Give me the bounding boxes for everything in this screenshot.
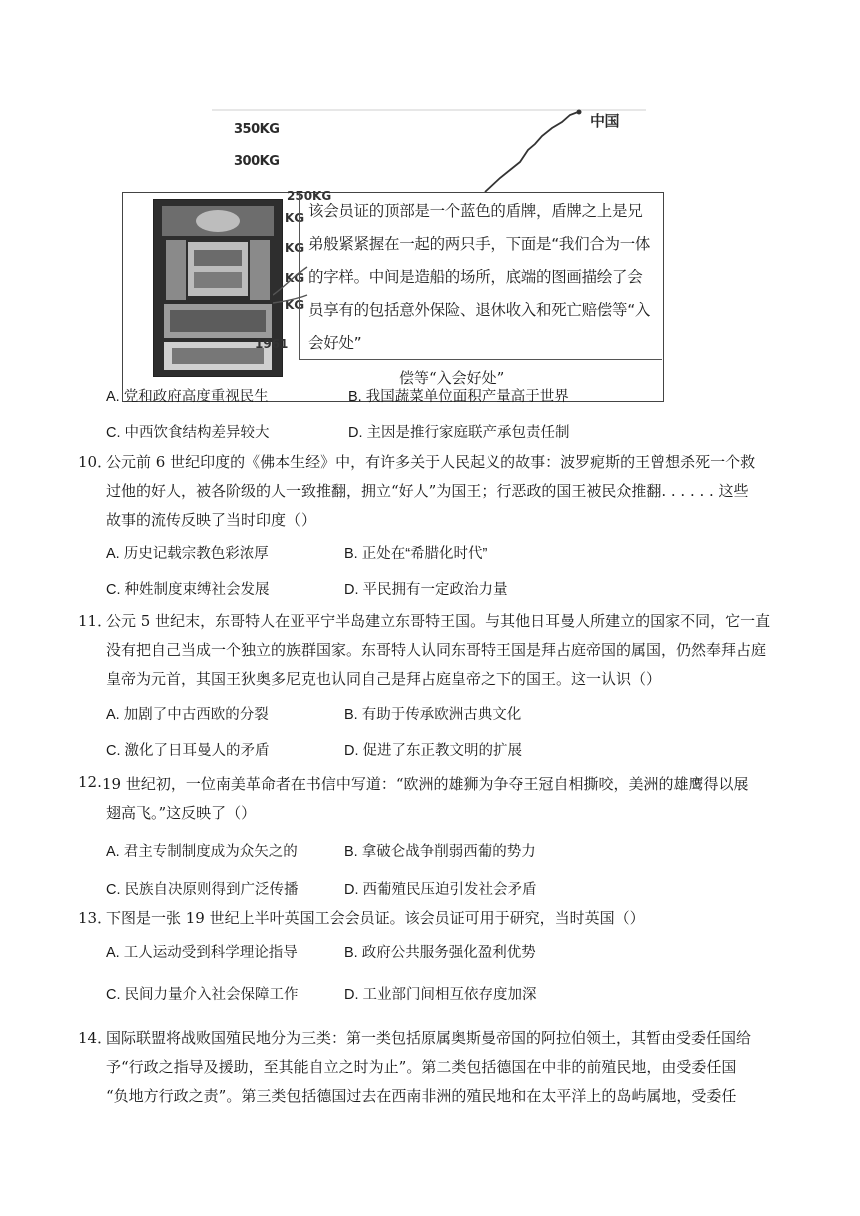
card-description-panel [299, 193, 662, 360]
y-tick-300: 300KG [234, 154, 280, 169]
y-tick-250: 250KG [287, 189, 332, 203]
q10-number: 10． [78, 453, 113, 471]
card-footer-text: 偿等“入会好处” [399, 369, 505, 387]
y-tick-partial-3: KG [285, 271, 305, 285]
card-text-line: 员享有的包括意外保险、退休收入和死亡赔偿等“入 [308, 301, 651, 319]
q9-option-c: C. 中西饮食结构差异较大 [106, 425, 270, 441]
china-series-end-marker [577, 110, 582, 115]
q13-number: 13． [78, 909, 113, 927]
card-text-line: 该会员证的顶部是一个蓝色的盾牌，盾牌之上是兄 [308, 202, 643, 220]
china-series-line [485, 112, 578, 192]
q9-option-d: D. 主因是推行家庭联产承包责任制 [348, 425, 570, 441]
y-tick-partial-1: KG [285, 211, 305, 225]
q14-text-line: 予“行政之指导及援助，至其能自立之时为止”。第二类包括德国在中非的前殖民地，由受委任国 [106, 1058, 737, 1076]
q11-text-line: 没有把自己当成一个独立的族群国家。东哥特人认同东哥特王国是拜占庭帝国的属国，仍然奉拜占庭 [106, 641, 767, 659]
q12-number: 12. [78, 773, 102, 791]
q10-option-b: B. 正处在“希腊化时代” [344, 546, 488, 562]
q12-text-line: 翅高飞。”这反映了（） [106, 804, 257, 822]
q14-text-line: “负地方行政之责”。第三类包括德国过去在西南非洲的殖民地和在太平洋上的岛屿属地，受委任 [106, 1087, 737, 1105]
q11-option-c: C. 激化了日耳曼人的矛盾 [106, 743, 270, 759]
y-tick-partial-2: KG [285, 241, 305, 255]
q11-text-line: 皇帝为元首，其国王狄奥多尼克也认同自己是拜占庭皇帝之下的国王。这一认识（） [106, 670, 662, 688]
series-label-china: 中国 [590, 112, 620, 130]
q13-option-d: D. 工业部门间相互依存度加深 [344, 987, 537, 1003]
membership-card-box [122, 189, 664, 402]
q13-option-b: B. 政府公共服务强化盈利优势 [344, 945, 536, 961]
q12-text-line: 19 世纪初，一位南美革命者在书信中写道：“欧洲的雄狮为争夺王冠自相撕咬，美洲的雄鹰得以展 [102, 775, 749, 793]
q10-text-line: 过他的好人，被各阶级的人一致推翻，拥立“好人”为国王；行恶政的国王被民众推翻. . . . . . 这些 [106, 482, 749, 500]
q14-text-line: 国际联盟将战败国殖民地分为三类：第一类包括原属奥斯曼帝国的阿拉伯领土，其暂由受委任国给 [106, 1029, 752, 1047]
q10-text-line: 公元前 6 世纪印度的《佛本生经》中，有许多关于人民起义的故事：波罗痆斯的王曾想杀死一个救 [106, 453, 756, 471]
q12-option-c: C. 民族自决原则得到广泛传播 [106, 882, 299, 898]
card-text-line: 会好处” [308, 334, 362, 352]
q12-option-d: D. 西葡殖民压迫引发社会矛盾 [344, 882, 537, 898]
q11-option-a: A. 加剧了中古西欧的分裂 [106, 707, 269, 723]
q10-option-c: C. 种姓制度束缚社会发展 [106, 582, 270, 598]
q10-option-d: D. 平民拥有一定政治力量 [344, 582, 508, 598]
q10-text-line: 故事的流传反映了当时印度（） [106, 511, 317, 529]
q9-option-a: A. 党和政府高度重视民生 [106, 389, 269, 405]
q14-number: 14． [78, 1029, 113, 1047]
y-tick-partial-4: KG [285, 298, 305, 312]
chart-fragment [210, 100, 650, 200]
q10-option-a: A. 历史记载宗教色彩浓厚 [106, 546, 269, 562]
q13-option-c: C. 民间力量介入社会保障工作 [106, 987, 299, 1003]
q9-option-b: B. 我国蔬菜单位面积产量高于世界 [348, 389, 569, 405]
q13-text-line: 下图是一张 19 世纪上半叶英国工会会员证。该会员证可用于研究，当时英国（） [106, 909, 645, 927]
q12-option-a: A. 君主专制制度成为众矢之的 [106, 844, 298, 860]
y-tick-350: 350KG [234, 122, 280, 137]
q11-text-line: 公元 5 世纪末，东哥特人在亚平宁半岛建立东哥特王国。与其他日耳曼人所建立的国家不同，它一直 [106, 612, 771, 630]
q11-number: 11． [78, 612, 113, 630]
x-tick-1961: 1961 [255, 337, 289, 351]
q12-option-b: B. 拿破仑战争削弱西葡的势力 [344, 844, 536, 860]
q11-option-b: B. 有助于传承欧洲古典文化 [344, 707, 522, 723]
chart-lines [210, 100, 650, 200]
card-text-line: 的字样。中间是造船的场所，底端的图画描绘了会 [308, 268, 643, 286]
card-text-line: 弟般紧紧握在一起的两只手，下面是“我们合为一体 [308, 235, 651, 253]
q11-option-d: D. 促进了东正教文明的扩展 [344, 743, 523, 759]
q13-option-a: A. 工人运动受到科学理论指导 [106, 945, 298, 961]
